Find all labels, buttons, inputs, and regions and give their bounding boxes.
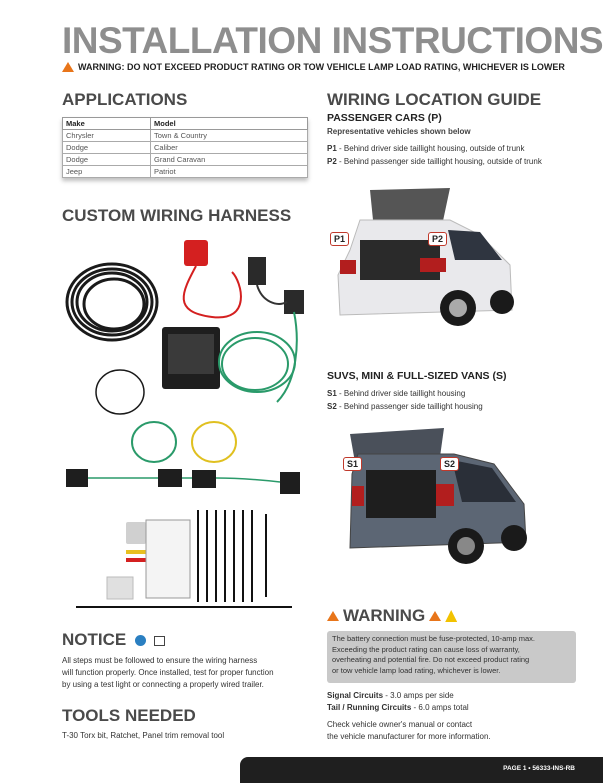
column-header: Make	[63, 118, 151, 130]
top-warning-text: WARNING: DO NOT EXCEED PRODUCT RATING OR TOW VEHICLE LAMP LOAD RATING, WHICHEVER IS LOWER	[78, 62, 565, 72]
book-icon	[154, 636, 165, 646]
p1-tag: P1	[330, 232, 349, 246]
p1-description	[327, 144, 524, 153]
column-header: Model	[151, 118, 308, 130]
zip-ties	[198, 510, 266, 602]
applications-heading: APPLICATIONS	[62, 90, 188, 109]
s1-tag: S1	[343, 457, 362, 471]
wiring-harness-illustration	[62, 232, 312, 612]
p2-text: - Behind passenger side taillight housing, outside of trunk	[339, 157, 542, 166]
warning-box	[327, 631, 576, 683]
warning-icon	[327, 611, 339, 621]
representative-note: Representative vehicles shown below	[327, 127, 471, 136]
p1-text: - Behind driver side taillight housing, outside of trunk	[339, 144, 525, 153]
s2-tag: S2	[440, 457, 459, 471]
connector-top	[248, 257, 266, 285]
parts-bag	[126, 522, 146, 544]
signal-label: Signal Circuits	[327, 691, 384, 700]
table-cell: Town & Country	[151, 130, 308, 142]
p2-tag: P2	[428, 232, 447, 246]
table-cell: Caliber	[151, 142, 308, 154]
table-cell: Chrysler	[63, 130, 151, 142]
tail-value: - 6.0 amps total	[413, 703, 469, 712]
table-cell: Jeep	[63, 166, 151, 178]
instruction-tag	[146, 520, 190, 598]
warning-heading: WARNING	[343, 606, 426, 625]
fuse-holder	[184, 240, 241, 317]
table-row	[63, 154, 308, 166]
passenger-car-image	[330, 180, 516, 340]
s2-description	[327, 402, 483, 411]
p2-description	[327, 157, 542, 166]
table-row	[63, 130, 308, 142]
signal-circuits	[327, 691, 454, 700]
table-cell: Dodge	[63, 142, 151, 154]
suvs-heading: SUVS, MINI & FULL-SIZED VANS (S)	[327, 370, 507, 382]
tail-label: Tail / Running Circuits	[327, 703, 412, 712]
s1-text: - Behind driver side taillight housing	[339, 389, 466, 398]
warning-box-line: overheating and potential fire. Do not exceed product rating	[332, 655, 530, 664]
table-header-row	[63, 118, 308, 130]
notice-heading-row	[62, 630, 165, 650]
warning-icon	[62, 62, 74, 72]
p1-code: P1	[327, 144, 337, 153]
page-title: INSTALLATION INSTRUCTIONS	[62, 20, 603, 61]
check-line-2: the vehicle manufacturer for more information.	[327, 732, 491, 741]
warning-heading-row	[327, 606, 457, 626]
harness-heading: CUSTOM WIRING HARNESS	[62, 206, 292, 225]
tail-circuits	[327, 703, 469, 712]
warning-icon	[429, 611, 441, 621]
notice-line-1: All steps must be followed to ensure the wiring harness	[62, 656, 258, 665]
suv-image	[344, 424, 530, 574]
top-warning	[62, 62, 565, 72]
notice-arrow-icon	[135, 635, 146, 646]
s1-code: S1	[327, 389, 337, 398]
tools-text: T-30 Torx bit, Ratchet, Panel trim removal tool	[62, 731, 225, 740]
notice-line-3: by using a test light or connecting a properly wired trailer.	[62, 680, 264, 689]
table-row	[63, 142, 308, 154]
s2-text: - Behind passenger side taillight housing	[339, 402, 483, 411]
tools-heading: TOOLS NEEDED	[62, 706, 196, 725]
black-wire-coil	[67, 264, 157, 340]
notice-heading: NOTICE	[62, 630, 127, 649]
s2-code: S2	[327, 402, 337, 411]
p2-code: P2	[327, 157, 337, 166]
warning-box-line: The battery connection must be fuse-protected, 10-amp max.	[332, 634, 536, 643]
signal-value: - 3.0 amps per side	[385, 691, 454, 700]
table-row	[63, 166, 308, 178]
page-footer: PAGE 1 • 56333-INS-RB	[240, 757, 603, 783]
passenger-cars-heading: PASSENGER CARS (P)	[327, 112, 442, 124]
notice-line-2: will function properly. Once installed, test for proper function	[62, 668, 274, 677]
wiring-guide-heading: WIRING LOCATION GUIDE	[327, 90, 542, 109]
check-line-1: Check vehicle owner's manual or contact	[327, 720, 473, 729]
warning-box-line: or tow vehicle lamp load rating, whichever is lower.	[332, 665, 501, 675]
s1-description	[327, 389, 465, 398]
table-cell: Dodge	[63, 154, 151, 166]
green-wire-coil	[219, 332, 295, 392]
electric-hazard-icon	[445, 610, 457, 622]
applications-table	[62, 117, 308, 178]
warning-box-line: Exceeding the product rating can cause loss of warranty,	[332, 644, 520, 654]
table-cell: Grand Caravan	[151, 154, 308, 166]
table-cell: Patriot	[151, 166, 308, 178]
